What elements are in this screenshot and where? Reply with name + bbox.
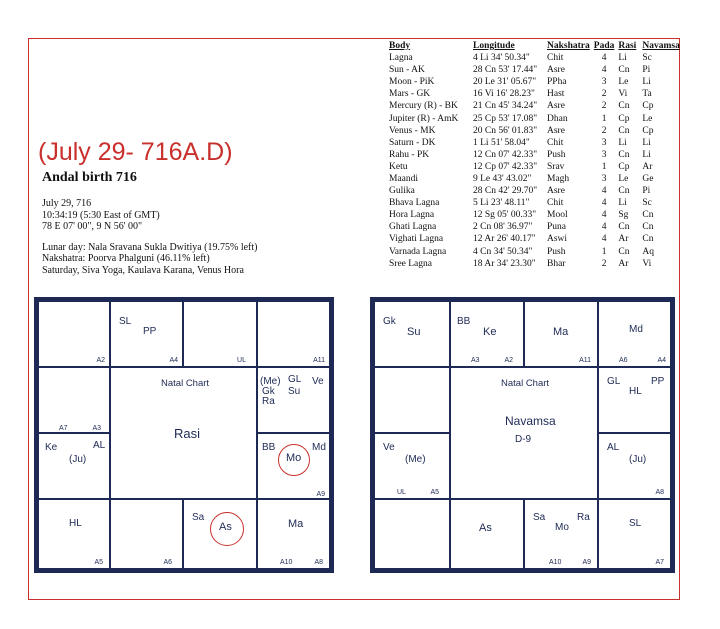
navamsa-sagittarius-ra: Ra (577, 512, 590, 523)
cell-navamsa: Ge (642, 173, 654, 184)
col-navamsa: Navamsa (642, 41, 680, 51)
cell-rasi: Cn (618, 125, 630, 136)
cell-rasi: Le (618, 173, 629, 184)
cell-navamsa: Li (642, 137, 651, 148)
cell-longitude: 20 Le 31' 05.67" (473, 77, 537, 88)
table-row (387, 209, 682, 221)
rasi-leo-md: Md (312, 442, 326, 453)
navamsa-gemini-a6: A6 (619, 357, 628, 364)
rasi-cancer-gl: GL (288, 374, 302, 385)
cell-body: Ketu (389, 161, 408, 172)
cell-pada: 1 (601, 113, 607, 124)
table-row (387, 149, 682, 161)
rasi-libra-sa: Sa (192, 512, 205, 523)
rasi-sagittarius-arudha: A5 (94, 559, 103, 566)
cell-pada: 4 (601, 53, 607, 64)
cell-navamsa: Le (642, 113, 653, 124)
rasi-cancer-su: Su (288, 386, 301, 397)
cell-nakshatra: Hast (547, 89, 565, 100)
cell-navamsa: Pi (642, 65, 651, 76)
rasi-chart (34, 297, 334, 573)
cell-longitude: 18 Ar 34' 23.30" (473, 258, 536, 269)
navamsa-virgo-a7: A7 (655, 559, 664, 566)
cell-body: Venus - MK (389, 125, 436, 136)
navamsa-pisces-su: Su (407, 326, 421, 338)
table-row (387, 52, 682, 64)
rasi-center (109, 366, 258, 500)
cell-rasi: Cn (618, 65, 630, 76)
navamsa-aquarius-ve: Ve (383, 442, 395, 453)
cell-nakshatra: Asre (547, 186, 565, 197)
cell-body: Mercury (R) - BK (389, 101, 458, 112)
cell-body: Moon - PiK (389, 77, 435, 88)
navamsa-sagittarius-a10: A10 (549, 559, 562, 566)
cell-navamsa: Pi (642, 186, 651, 197)
cell-body: Gulika (389, 186, 415, 197)
cell-rasi: Vi (618, 89, 628, 100)
navamsa-house-aries (449, 300, 525, 368)
rasi-aries-pp: PP (143, 326, 157, 337)
cell-longitude: 4 Cn 34' 50.34" (473, 246, 533, 257)
table-row (387, 112, 682, 124)
rasi-leo-arudha: A9 (316, 491, 325, 498)
cell-navamsa: Ta (642, 89, 652, 100)
cell-nakshatra: Asre (547, 125, 565, 136)
cell-pada: 2 (601, 89, 607, 100)
rasi-leo-bb: BB (262, 442, 276, 453)
cell-navamsa: Cp (642, 125, 654, 136)
navamsa-house-sagittarius (523, 498, 599, 570)
rasi-house-capricorn (37, 432, 111, 500)
cell-nakshatra: Dhan (547, 113, 568, 124)
cell-rasi: Cn (618, 246, 630, 257)
cell-rasi: Ar (618, 234, 629, 245)
navamsa-aquarius-a5: A5 (430, 489, 439, 496)
rasi-taurus-ul: UL (237, 357, 246, 364)
cell-pada: 1 (601, 161, 607, 172)
rasi-house-aries (109, 300, 184, 368)
nakshatra-line: Nakshatra: Poorva Phalguni (46.11% left) (42, 253, 210, 264)
cell-body: Rahu - PK (389, 149, 430, 160)
rasi-virgo-ma: Ma (288, 518, 304, 530)
cell-body: Saturn - DK (389, 137, 436, 148)
rasi-house-aquarius (37, 366, 111, 434)
cell-rasi: Li (618, 137, 627, 148)
cell-longitude: 9 Le 43' 43.02" (473, 173, 532, 184)
navamsa-cancer-gl: GL (607, 376, 621, 387)
cell-pada: 1 (601, 246, 607, 257)
cell-pada: 2 (601, 258, 607, 269)
big-date-heading: (July 29- 716A.D) (38, 138, 233, 166)
navamsa-house-capricorn (449, 498, 525, 570)
cell-longitude: 2 Cn 08' 36.97" (473, 222, 533, 233)
navamsa-aries-bb: BB (457, 316, 471, 327)
rasi-cancer-ra: Ra (262, 396, 275, 407)
cell-navamsa: Cn (642, 210, 654, 221)
cell-navamsa: Sc (642, 53, 652, 64)
table-header-row (387, 40, 682, 52)
birth-date: July 29, 716 (42, 198, 92, 209)
cell-pada: 3 (601, 137, 607, 148)
col-longitude: Longitude (473, 41, 515, 51)
cell-rasi: Li (618, 53, 627, 64)
navamsa-sagittarius-a9: A9 (582, 559, 591, 566)
table-row (387, 125, 682, 137)
cell-pada: 4 (601, 222, 607, 233)
rasi-aries-sl: SL (119, 316, 132, 327)
col-rasi: Rasi (618, 41, 637, 51)
rasi-scorpio-arudha: A6 (163, 559, 172, 566)
navamsa-pisces-gk: Gk (383, 316, 396, 327)
navamsa-leo-al: AL (607, 442, 620, 453)
cell-pada: 4 (601, 210, 607, 221)
cell-navamsa: Sc (642, 198, 652, 209)
cell-longitude: 12 Ar 26' 40.17" (473, 234, 536, 245)
col-body: Body (389, 41, 411, 51)
navamsa-center-title: Natal Chart (501, 378, 550, 389)
navamsa-gemini-a4: A4 (657, 357, 666, 364)
table-row (387, 88, 682, 100)
rasi-capricorn-al: AL (93, 440, 106, 451)
rasi-aries-arudha: A4 (169, 357, 178, 364)
table-row (387, 258, 682, 270)
cell-pada: 4 (601, 65, 607, 76)
cell-pada: 3 (601, 173, 607, 184)
navamsa-aquarius-ul: UL (397, 489, 406, 496)
rasi-capricorn-ju: (Ju) (69, 454, 87, 465)
navamsa-leo-arudha: A8 (655, 489, 664, 496)
navamsa-capricorn-as: As (479, 522, 492, 534)
navamsa-house-cancer (597, 366, 672, 434)
cell-nakshatra: Bhar (547, 258, 566, 269)
rasi-capricorn-ke: Ke (45, 442, 58, 453)
navamsa-cancer-pp: PP (651, 376, 665, 387)
rasi-pisces-arudha: A2 (96, 357, 105, 364)
top-rule (28, 38, 290, 39)
table-row (387, 173, 682, 185)
cell-body: Bhava Lagna (389, 198, 440, 209)
cell-longitude: 28 Cn 42' 29.70" (473, 186, 538, 197)
yoga-line: Saturday, Siva Yoga, Kaulava Karana, Venus Hora (42, 264, 244, 276)
cell-pada: 4 (601, 186, 607, 197)
cell-navamsa: Li (642, 77, 651, 88)
table-row (387, 64, 682, 76)
navamsa-virgo-sl: SL (629, 518, 642, 529)
cell-nakshatra: Asre (547, 101, 565, 112)
cell-navamsa: Aq (642, 246, 654, 257)
cell-rasi: Li (618, 198, 627, 209)
navamsa-sagittarius-sa: Sa (533, 512, 546, 523)
cell-pada: 2 (601, 125, 607, 136)
cell-longitude: 12 Sg 05' 00.33" (473, 210, 537, 221)
navamsa-house-aquarius (373, 432, 451, 500)
page-title: Andal birth 716 (42, 170, 137, 185)
cell-body: Vighati Lagna (389, 234, 444, 245)
table-row (387, 233, 682, 245)
rasi-house-pisces (37, 300, 111, 368)
cell-rasi: Cn (618, 101, 630, 112)
navamsa-sagittarius-mo: Mo (555, 522, 569, 533)
cell-navamsa: Vi (642, 258, 652, 269)
col-nakshatra: Nakshatra (547, 41, 590, 51)
cell-nakshatra: Chit (547, 198, 564, 209)
navamsa-center (449, 366, 599, 500)
cell-nakshatra: Aswi (547, 234, 568, 245)
rasi-virgo-a8: A8 (314, 559, 323, 566)
navamsa-house-pisces (373, 300, 451, 368)
rasi-house-virgo (256, 498, 331, 570)
cell-pada: 2 (601, 101, 607, 112)
cell-rasi: Cp (618, 161, 630, 172)
rasi-virgo-a10: A10 (280, 559, 293, 566)
navamsa-aquarius-me: (Me) (405, 454, 426, 465)
lunar-day: Lunar day: Nala Sravana Sukla Dwitiya (19.75% left) (42, 241, 258, 253)
rasi-house-sagittarius (37, 498, 111, 570)
cell-nakshatra: Magh (547, 173, 570, 184)
cell-longitude: 5 Li 23' 48.11" (473, 198, 530, 209)
cell-longitude: 1 Li 51' 58.04" (473, 137, 530, 148)
navamsa-house-aquarius-upper (373, 366, 451, 434)
cell-navamsa: Li (642, 149, 651, 160)
cell-navamsa: Ar (642, 161, 653, 172)
navamsa-aries-ke: Ke (483, 326, 497, 338)
cell-longitude: 28 Cn 53' 17.44" (473, 65, 538, 76)
navamsa-taurus-ma: Ma (553, 326, 569, 338)
rasi-sagittarius-hl: HL (69, 518, 82, 529)
rasi-house-leo (256, 432, 331, 500)
cell-pada: 4 (601, 234, 607, 245)
table-row (387, 221, 682, 233)
rasi-center-name: Rasi (174, 426, 201, 441)
navamsa-aries-a3: A3 (471, 357, 480, 364)
navamsa-house-leo (597, 432, 672, 500)
birth-coords: 78 E 07' 00", 9 N 56' 00" (42, 221, 143, 232)
cell-body: Lagna (389, 53, 413, 64)
table-row (387, 137, 682, 149)
rasi-house-gemini (256, 300, 331, 368)
birth-details (42, 198, 258, 276)
rasi-cancer-gk: Gk (262, 386, 275, 397)
cell-rasi: Ar (618, 258, 629, 269)
cell-rasi: Cp (618, 113, 630, 124)
cell-navamsa: Cn (642, 222, 654, 233)
rasi-house-scorpio (109, 498, 184, 570)
navamsa-taurus-arudha: A11 (579, 357, 591, 364)
table-row (387, 161, 682, 173)
cell-pada: 3 (601, 77, 607, 88)
cell-nakshatra: Mool (547, 210, 568, 221)
rasi-aquarius-a7: A7 (59, 425, 68, 432)
cell-pada: 4 (601, 198, 607, 209)
navamsa-center-sub: D-9 (515, 434, 532, 445)
rasi-center-title: Natal Chart (161, 378, 210, 389)
cell-rasi: Cn (618, 222, 630, 233)
cell-longitude: 12 Cn 07' 42.33" (473, 149, 538, 160)
cell-rasi: Cn (618, 149, 630, 160)
cell-body: Varnada Lagna (389, 246, 447, 257)
cell-longitude: 16 Vi 16' 28.23" (473, 89, 535, 100)
cell-body: Ghati Lagna (389, 222, 437, 233)
cell-nakshatra: Push (547, 149, 566, 160)
cell-nakshatra: Asre (547, 65, 565, 76)
cell-longitude: 21 Cn 45' 34.24" (473, 101, 538, 112)
navamsa-leo-ju: (Ju) (629, 454, 647, 465)
cell-body: Mars - GK (389, 89, 431, 100)
cell-navamsa: Cn (642, 234, 654, 245)
rasi-aquarius-a3: A3 (92, 425, 101, 432)
cell-longitude: 25 Cp 53' 17.08" (473, 113, 538, 124)
planet-table (387, 40, 682, 270)
birth-time: 10:34:19 (5:30 East of GMT) (42, 209, 160, 221)
rasi-house-cancer (256, 366, 331, 434)
planet-table-body (387, 52, 682, 270)
table-row (387, 100, 682, 112)
cell-longitude: 20 Cn 56' 01.83" (473, 125, 538, 136)
cell-nakshatra: PPha (547, 77, 567, 88)
cell-longitude: 12 Cp 07' 42.33" (473, 161, 538, 172)
navamsa-cancer-hl: HL (629, 386, 642, 397)
rasi-gemini-arudha: A11 (313, 357, 325, 364)
rasi-leo-mo: Mo (286, 452, 302, 464)
rasi-house-taurus (182, 300, 258, 368)
rasi-cancer-ve: Ve (312, 376, 324, 387)
navamsa-aries-a2: A2 (504, 357, 513, 364)
navamsa-house-gemini (597, 300, 672, 368)
cell-body: Sree Lagna (389, 258, 432, 269)
navamsa-center-name: Navamsa (505, 414, 556, 428)
table-row (387, 185, 682, 197)
cell-nakshatra: Puna (547, 222, 566, 233)
cell-body: Sun - AK (389, 65, 425, 76)
navamsa-chart (370, 297, 675, 573)
cell-body: Jupiter (R) - AmK (389, 113, 459, 124)
table-row (387, 76, 682, 88)
col-pada: Pada (593, 41, 615, 51)
cell-longitude: 4 Li 34' 50.34" (473, 53, 530, 64)
cell-body: Hora Lagna (389, 210, 435, 221)
cell-rasi: Cn (618, 186, 630, 197)
rasi-libra-as: As (219, 521, 232, 533)
table-row (387, 197, 682, 209)
rasi-house-libra (182, 498, 258, 570)
navamsa-house-taurus (523, 300, 599, 368)
cell-nakshatra: Push (547, 246, 566, 257)
navamsa-house-virgo (597, 498, 672, 570)
cell-rasi: Sg (618, 210, 629, 221)
table-row (387, 246, 682, 258)
rasi-cancer-me: (Me) (260, 376, 281, 387)
navamsa-gemini-md: Md (629, 324, 643, 335)
cell-rasi: Le (618, 77, 629, 88)
cell-body: Maandi (389, 173, 419, 184)
cell-pada: 3 (601, 149, 607, 160)
cell-nakshatra: Chit (547, 137, 564, 148)
cell-nakshatra: Srav (547, 161, 565, 172)
cell-nakshatra: Chit (547, 53, 564, 64)
cell-navamsa: Cp (642, 101, 654, 112)
navamsa-house-sagittarius-left (373, 498, 451, 570)
